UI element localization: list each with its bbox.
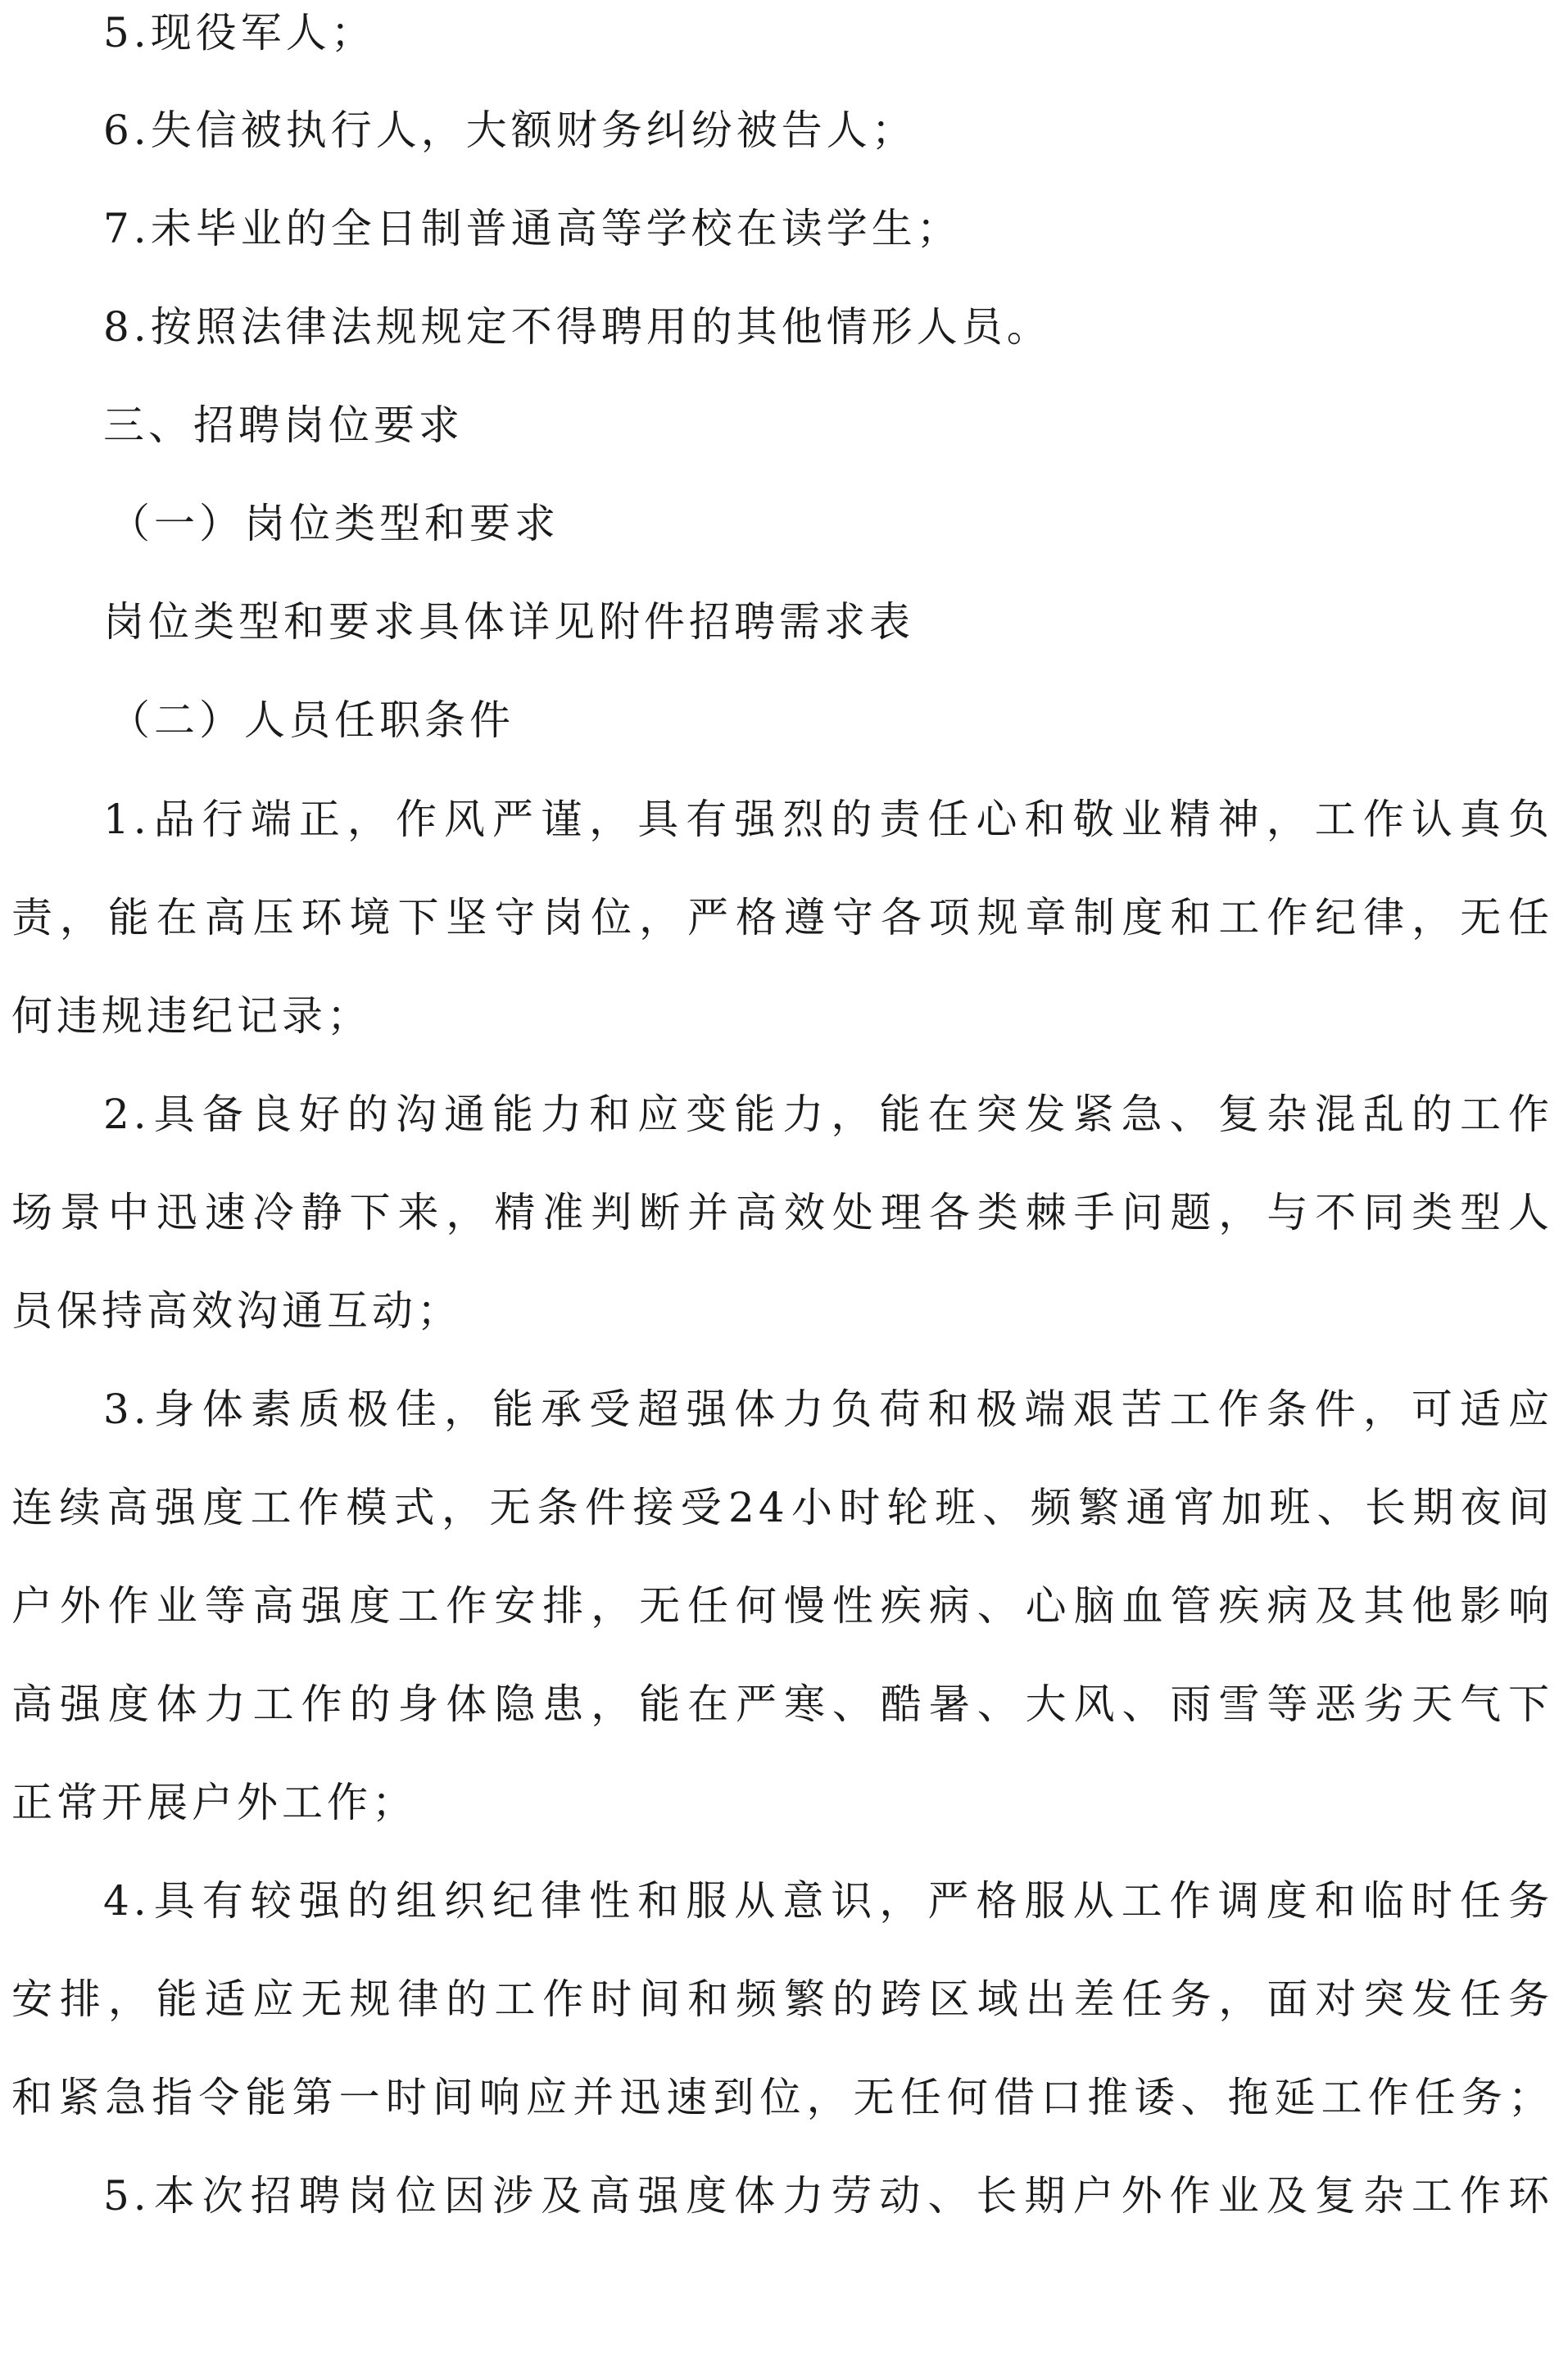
list-item-7-current-students: 7.未毕业的全日制普通高等学校在读学生； (103, 205, 962, 252)
list-item-6-dishonest-debtor: 6.失信被执行人，大额财务纠纷被告人； (103, 107, 917, 154)
requirement-2-line: 场景中迅速冷静下来，精准判断并高效处理各类棘手问题，与不同类型人 (11, 1189, 1553, 1236)
requirement-3-line: 3.身体素质极佳，能承受超强体力负荷和极端艰苦工作条件，可适应 (103, 1386, 1553, 1433)
requirement-3-line: 正常开展户外工作； (11, 1779, 417, 1826)
requirement-3-line: 户外作业等高强度工作安排，无任何慢性疾病、心脑血管疾病及其他影响 (11, 1582, 1553, 1630)
list-item-5-active-military: 5.现役军人； (103, 9, 376, 57)
requirement-1-line: 何违规违纪记录； (11, 992, 372, 1040)
requirement-5-line: 5.本次招聘岗位因涉及高强度体力劳动、长期户外作业及复杂工作环 (103, 2172, 1553, 2220)
requirement-3-line: 高强度体力工作的身体隐患，能在严寒、酷暑、大风、雨雪等恶劣天气下 (11, 1680, 1553, 1728)
requirement-4-line: 安排，能适应无规律的工作时间和频繁的跨区域出差任务，面对突发任务 (11, 1975, 1553, 2023)
requirement-3-line: 连续高强度工作模式，无条件接受24小时轮班、频繁通宵加班、长期夜间 (11, 1484, 1553, 1531)
requirement-4-line: 4.具有较强的组织纪律性和服从意识，严格服从工作调度和临时任务 (103, 1877, 1553, 1925)
subsection-heading-2: （二）人员任职条件 (109, 696, 514, 744)
subsection-heading-1: （一）岗位类型和要求 (109, 500, 560, 547)
requirement-1-line: 责，能在高压环境下坚守岗位，严格遵守各项规章制度和工作纪律，无任 (11, 894, 1553, 941)
requirement-1-line: 1.品行端正，作风严谨，具有强烈的责任心和敬业精神，工作认真负 (103, 796, 1553, 843)
section-heading-3: 三、招聘岗位要求 (103, 401, 464, 449)
paragraph-line: 岗位类型和要求具体详见附件招聘需求表 (103, 598, 914, 646)
list-item-8-other-prohibited: 8.按照法律法规规定不得聘用的其他情形人员。 (103, 303, 1052, 351)
requirement-2-line: 2.具备良好的沟通能力和应变能力，能在突发紧急、复杂混乱的工作 (103, 1091, 1553, 1138)
requirement-4-line: 和紧急指令能第一时间响应并迅速到位，无任何借口推诿、拖延工作任务； (11, 2074, 1553, 2121)
requirement-2-line: 员保持高效沟通互动； (11, 1287, 462, 1335)
